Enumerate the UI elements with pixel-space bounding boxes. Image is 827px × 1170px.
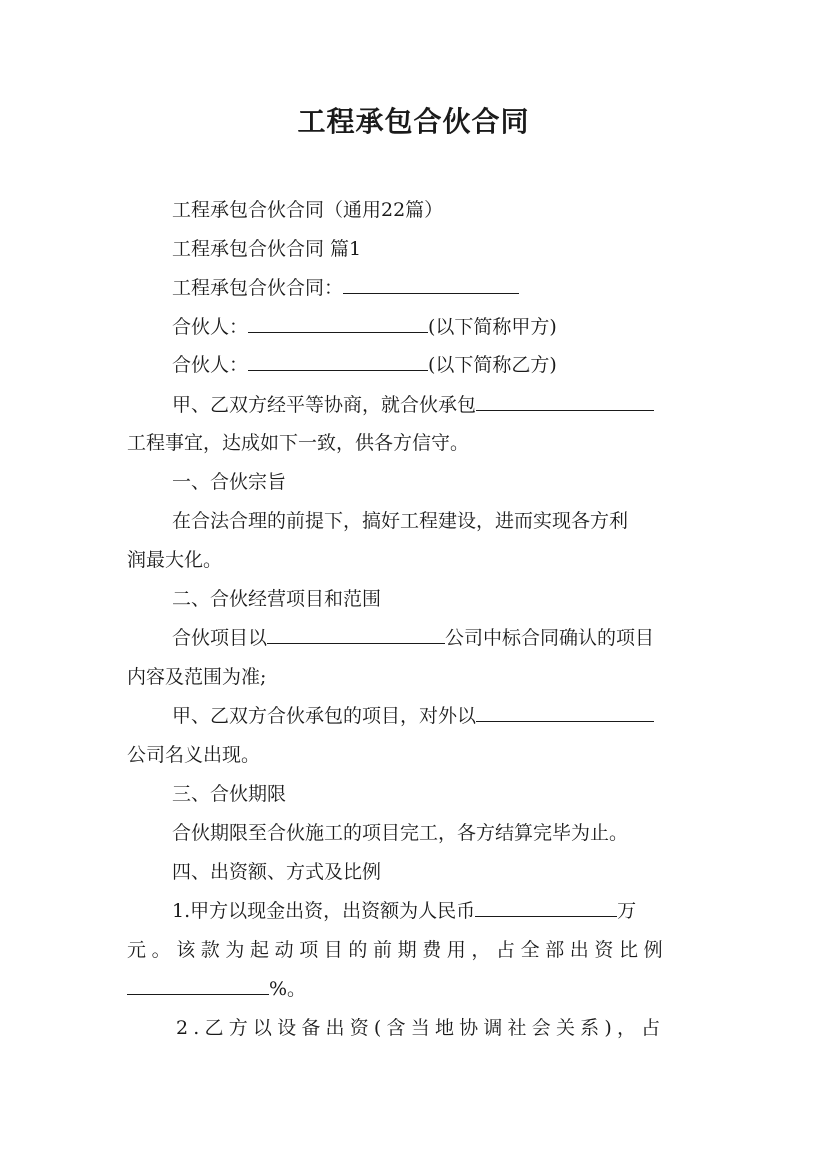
contract-name-blank bbox=[343, 274, 519, 294]
section1-heading: 一、合伙宗旨 bbox=[172, 471, 287, 493]
section4-ratio-blank bbox=[127, 975, 269, 995]
partner-b-line bbox=[172, 350, 557, 380]
partner-a-suffix: (以下简称甲方) bbox=[428, 316, 557, 338]
section1-line-1: 在合法合理的前提下，搞好工程建设，进而实现各方利 bbox=[172, 510, 629, 532]
section4-amount-blank bbox=[475, 897, 617, 917]
section4-item1-line3-suffix: %。 bbox=[269, 978, 307, 1000]
heading-line: 工程承包合伙合同（通用22篇） bbox=[172, 199, 444, 221]
intro-line-1 bbox=[172, 390, 654, 420]
partner-b-suffix: (以下简称乙方) bbox=[428, 354, 557, 376]
intro-line-2: 工程事宜，达成如下一致，供各方信守。 bbox=[127, 432, 470, 454]
section3-line-1: 合伙期限至合伙施工的项目完工，各方结算完毕为止。 bbox=[172, 822, 629, 844]
partner-a-label: 合伙人： bbox=[172, 316, 249, 338]
section2-p2-line-2: 公司名义出现。 bbox=[127, 744, 261, 766]
section2-p2-line-1 bbox=[172, 701, 654, 731]
section4-item1-line-1 bbox=[172, 896, 636, 926]
section3-heading: 三、合伙期限 bbox=[172, 783, 287, 805]
intro-project-blank bbox=[476, 391, 654, 411]
document-title: 工程承包合伙合同 bbox=[297, 105, 530, 138]
section2-company-blank bbox=[267, 624, 445, 644]
contract-label: 工程承包合伙合同： bbox=[172, 277, 344, 299]
partner-a-blank bbox=[248, 313, 428, 333]
section4-heading: 四、出资额、方式及比例 bbox=[172, 861, 382, 883]
section4-item2-line-1: 2.乙方以设备出资(含当地协调社会关系)，占 bbox=[176, 1017, 666, 1039]
contract-name-line bbox=[172, 273, 519, 303]
partner-b-blank bbox=[248, 351, 428, 371]
section1-line-2: 润最大化。 bbox=[127, 549, 223, 571]
section4-item1-suffix: 万 bbox=[617, 900, 637, 922]
section4-item1-line-2: 元。该款为起动项目的前期费用，占全部出资比例 bbox=[127, 939, 669, 961]
section2-p2-prefix: 甲、乙双方合伙承包的项目，对外以 bbox=[172, 705, 477, 727]
section2-external-company-blank bbox=[476, 702, 654, 722]
intro-text-1: 甲、乙双方经平等协商，就合伙承包 bbox=[172, 394, 477, 416]
section2-p1-prefix: 合伙项目以 bbox=[172, 627, 268, 649]
section4-item1-prefix: 1.甲方以现金出资，出资额为人民币 bbox=[172, 900, 476, 922]
section2-p1-line-1 bbox=[172, 623, 654, 653]
chapter-line: 工程承包合伙合同 篇1 bbox=[172, 238, 362, 260]
section2-p1-suffix: 公司中标合同确认的项目 bbox=[445, 627, 655, 649]
section4-item1-line-3 bbox=[127, 974, 306, 1004]
partner-a-line bbox=[172, 312, 557, 342]
section2-heading: 二、合伙经营项目和范围 bbox=[172, 588, 382, 610]
partner-b-label: 合伙人： bbox=[172, 354, 249, 376]
section2-p1-line-2: 内容及范围为准; bbox=[127, 666, 267, 688]
